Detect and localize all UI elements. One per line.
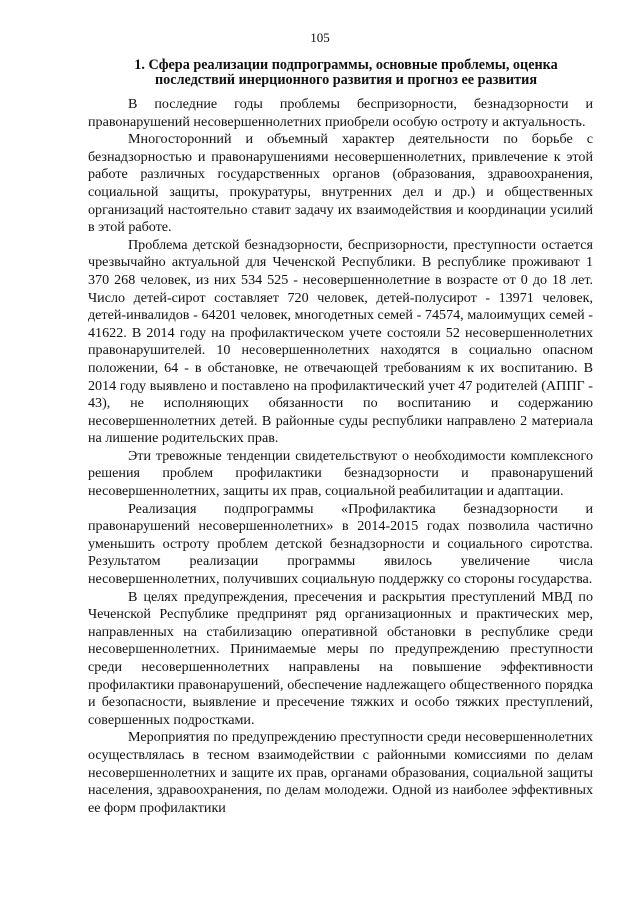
paragraph-4: Эти тревожные тенденции свидетельствуют о необходимости комплексного решения проблем профилактики безнадзорности и правонарушений несовершеннолетних, защиты их прав, социальной реабилитации и адаптации. xyxy=(88,447,593,500)
paragraph-2: Многосторонний и объемный характер деятельности по борьбе с безнадзорностью и правонарушениями несовершеннолетних, привлечение к этой работе различных государственных органов (образования, здравоохранения, социальной защиты, прокуратуры, внутренних дел и др.) и общественных организаций настоятельно ставит задачу их взаимодействия и координации усилий в этой работе. xyxy=(88,131,593,236)
section-title: 1. Сфера реализации подпрограммы, основные проблемы, оценка последствий инерционного развития и прогноз ее развития xyxy=(134,57,558,88)
page-number: 105 xyxy=(310,30,330,45)
paragraph-3: Проблема детской безнадзорности, беспризорности, преступности остается чрезвычайно актуальной для Чеченской Республики. В республике проживают 1 370 268 человек, из них 534 525 - несовершеннолетние в возрасте от 0 до 18 лет. Число детей-сирот составляет 720 человек, детей-полусирот - 13971 человек, детей-инвалидов - 64201 человек, многодетных семей - 74574, малоимущих семей - 41622. В 2014 году на профилактическом учете состояли 52 несовершеннолетних правонарушителей. 10 несовершеннолетних находятся в социально опасном положении, 64 - в обстановке, не отвечающей требованиям к их воспитанию. В 2014 году выявлено и поставлено на профилактический учет 47 родителей (АППГ - 43), не исполняющих обязанности по воспитанию и содержанию несовершеннолетних детей. В районные суды республики направлено 2 материала на лишение родительских прав. xyxy=(88,236,593,447)
body-text xyxy=(88,96,593,817)
paragraph-6: В целях предупреждения, пресечения и раскрытия преступлений МВД по Чеченской Республике предпринят ряд организационных и практических мер, направленных на стабилизацию оперативной обстановки в республике среди несовершеннолетних. Принимаемые меры по предупреждению преступности среди несовершеннолетних направлены на повышение эффективности профилактики правонарушений, обеспечение надлежащего общественного порядка и безопасности, выявление и пресечение тяжких и особо тяжких преступлений, совершенных подростками. xyxy=(88,588,593,728)
paragraph-7: Мероприятия по предупреждению преступности среди несовершеннолетних осуществлялась в тесном взаимодействии с районными комиссиями по делам несовершеннолетних и защите их прав, органами образования, социальной защиты населения, здравоохранения, по делам молодежи. Одной из наиболее эффективных ее форм профилактики xyxy=(88,729,593,816)
paragraph-5: Реализация подпрограммы «Профилактика безнадзорности и правонарушений несовершеннолетних» в 2014-2015 годах позволила частично уменьшить остроту проблем детской безнадзорности и социального сиротства. Результатом реализации программы явилось увеличение числа несовершеннолетних, получивших социальную поддержку со стороны государства. xyxy=(88,500,593,588)
paragraph-1: В последние годы проблемы беспризорности, безнадзорности и правонарушений несовершеннолетних приобрели особую остроту и актуальность. xyxy=(88,96,593,130)
